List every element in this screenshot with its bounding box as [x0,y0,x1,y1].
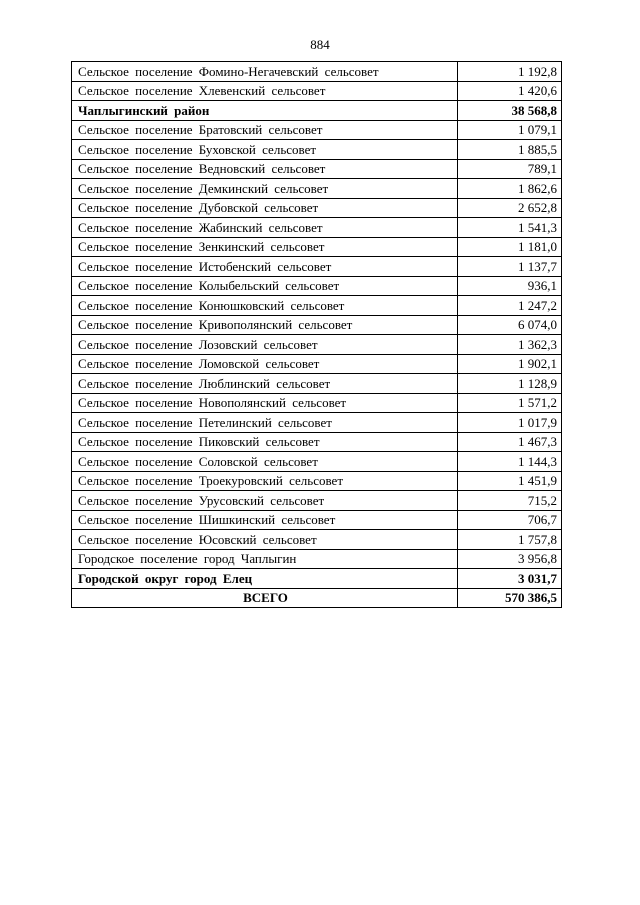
table-row [72,510,562,530]
table-row [72,491,562,511]
table-row [72,179,562,199]
row-name-cell: Сельское поселение Новополянский сельсовет [72,393,458,413]
row-value-cell: 1 181,0 [458,237,562,257]
table-row [72,413,562,433]
row-value-cell: 1 362,3 [458,335,562,355]
page-number: 884 [310,37,330,52]
table-row [72,315,562,335]
row-name-cell: Сельское поселение Зенкинский сельсовет [72,237,458,257]
row-name-cell: Сельское поселение Конюшковский сельсовет [72,296,458,316]
row-value-cell: 1 247,2 [458,296,562,316]
table-row [72,354,562,374]
table-group-row [72,569,562,589]
row-value-cell: 3 956,8 [458,549,562,569]
row-name-cell: Сельское поселение Колыбельский сельсовет [72,276,458,296]
table-row [72,335,562,355]
row-name-cell: Сельское поселение Урусовский сельсовет [72,491,458,511]
total-value-cell: 570 386,5 [458,588,562,608]
row-value-cell: 1 467,3 [458,432,562,452]
table-row [72,62,562,82]
total-label-cell: ВСЕГО [72,588,458,608]
table-row [72,81,562,101]
row-name-cell: Сельское поселение Истобенский сельсовет [72,257,458,277]
row-value-cell: 1 885,5 [458,140,562,160]
table-row [72,432,562,452]
row-value-cell: 1 137,7 [458,257,562,277]
row-name-cell: Сельское поселение Соловской сельсовет [72,452,458,472]
table-row [72,296,562,316]
data-table [71,61,562,608]
row-value-cell: 1 757,8 [458,530,562,550]
row-value-cell: 706,7 [458,510,562,530]
row-value-cell: 715,2 [458,491,562,511]
row-value-cell: 1 862,6 [458,179,562,199]
table-row [72,120,562,140]
table-group-row [72,101,562,121]
row-value-cell: 936,1 [458,276,562,296]
row-name-cell: Сельское поселение Фомино-Негачевский сельсовет [72,62,458,82]
table-row [72,218,562,238]
table-row [72,140,562,160]
row-name-cell: Сельское поселение Кривополянский сельсовет [72,315,458,335]
row-name-cell: Сельское поселение Ломовской сельсовет [72,354,458,374]
table-row [72,257,562,277]
row-value-cell: 1 017,9 [458,413,562,433]
row-name-cell: Сельское поселение Дубовской сельсовет [72,198,458,218]
row-value-cell: 1 144,3 [458,452,562,472]
row-name-cell: Сельское поселение Буховской сельсовет [72,140,458,160]
row-value-cell: 6 074,0 [458,315,562,335]
row-name-cell: Сельское поселение Лозовский сельсовет [72,335,458,355]
row-value-cell: 38 568,8 [458,101,562,121]
table-row [72,452,562,472]
row-value-cell: 1 079,1 [458,120,562,140]
row-name-cell: Чаплыгинский район [72,101,458,121]
row-name-cell: Сельское поселение Петелинский сельсовет [72,413,458,433]
row-value-cell: 1 902,1 [458,354,562,374]
table-row [72,159,562,179]
row-name-cell: Сельское поселение Братовский сельсовет [72,120,458,140]
row-name-cell: Сельское поселение Демкинский сельсовет [72,179,458,199]
row-name-cell: Городской округ город Елец [72,569,458,589]
row-value-cell: 1 571,2 [458,393,562,413]
row-value-cell: 2 652,8 [458,198,562,218]
table-row [72,198,562,218]
row-value-cell: 1 541,3 [458,218,562,238]
table-row [72,237,562,257]
row-value-cell: 789,1 [458,159,562,179]
table-row [72,393,562,413]
row-name-cell: Сельское поселение Юсовский сельсовет [72,530,458,550]
table-row [72,471,562,491]
row-name-cell: Сельское поселение Жабинский сельсовет [72,218,458,238]
row-name-cell: Сельское поселение Хлевенский сельсовет [72,81,458,101]
table-body [72,62,562,608]
table-row [72,549,562,569]
row-value-cell: 1 451,9 [458,471,562,491]
table-row [72,276,562,296]
row-name-cell: Сельское поселение Люблинский сельсовет [72,374,458,394]
row-value-cell: 1 420,6 [458,81,562,101]
row-value-cell: 1 128,9 [458,374,562,394]
row-value-cell: 1 192,8 [458,62,562,82]
row-name-cell: Сельское поселение Троекуровский сельсовет [72,471,458,491]
row-value-cell: 3 031,7 [458,569,562,589]
row-name-cell: Городское поселение город Чаплыгин [72,549,458,569]
row-name-cell: Сельское поселение Ведновский сельсовет [72,159,458,179]
table-row [72,374,562,394]
row-name-cell: Сельское поселение Пиковский сельсовет [72,432,458,452]
row-name-cell: Сельское поселение Шишкинский сельсовет [72,510,458,530]
table-row [72,530,562,550]
table-total-row [72,588,562,608]
